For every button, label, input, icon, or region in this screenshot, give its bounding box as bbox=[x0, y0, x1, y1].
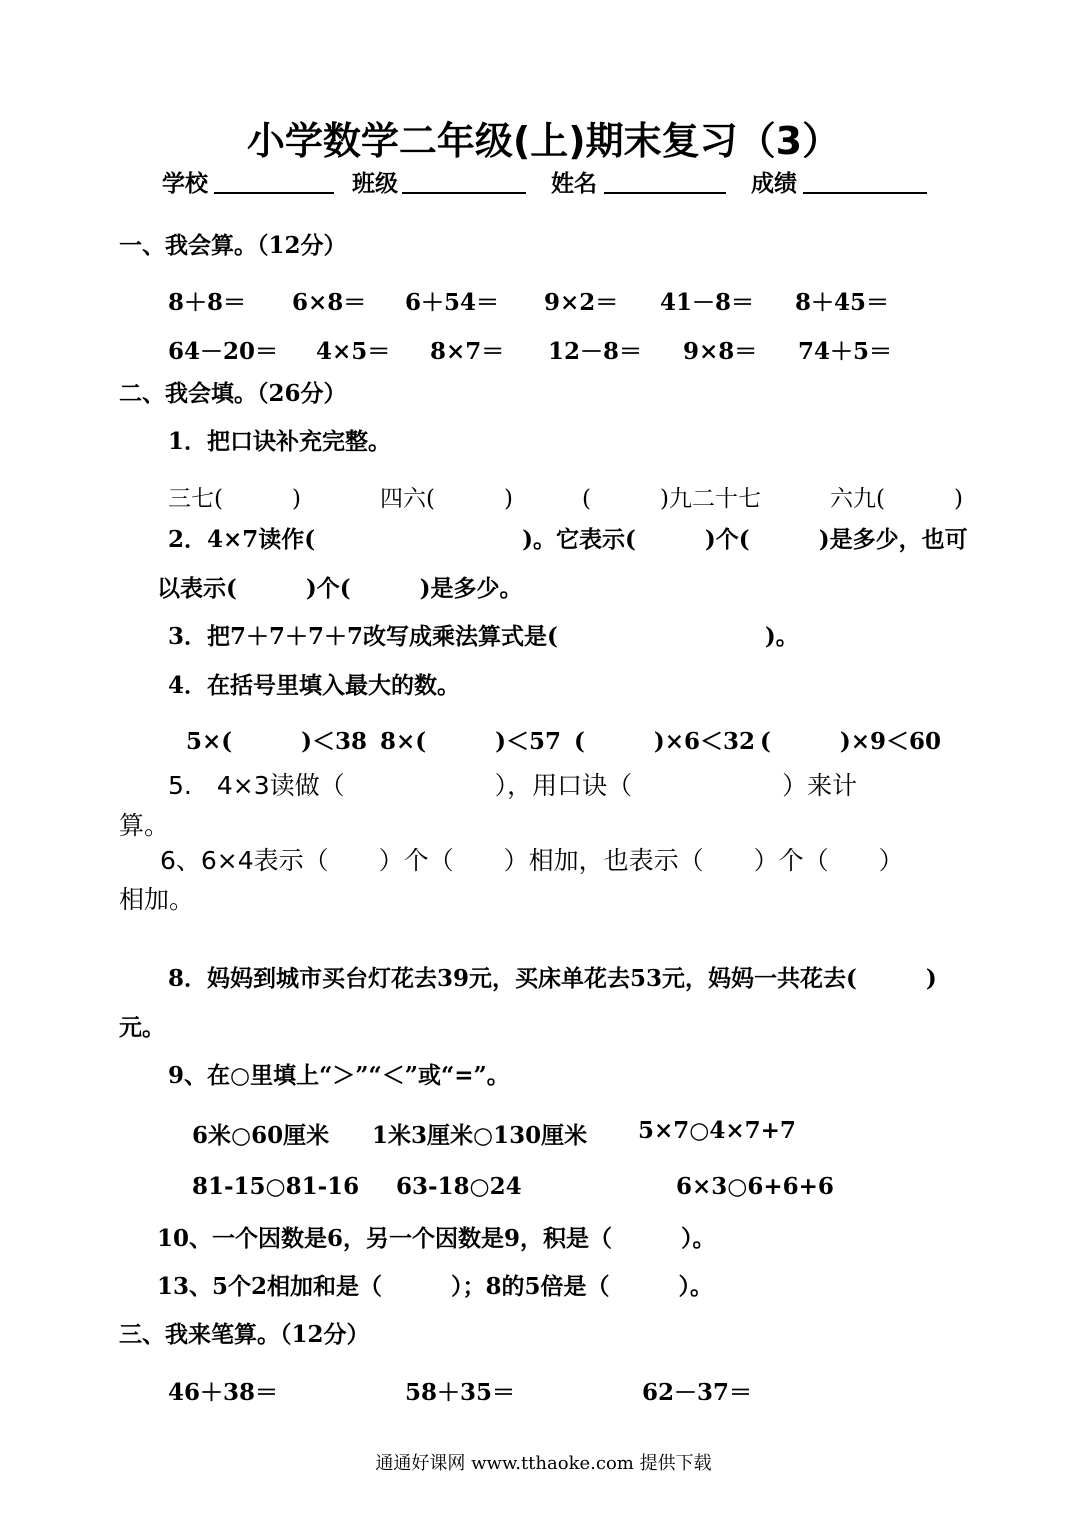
inequality-item: ( )×9＜60 bbox=[760, 728, 942, 755]
calc-item: 4×5＝ bbox=[316, 338, 391, 365]
school-label: 学校 bbox=[162, 170, 208, 197]
question-5-cont: 算。 bbox=[119, 811, 170, 840]
question-5: 5. 4×3读做（ ），用口诀（ ）来计 bbox=[168, 771, 858, 800]
compare-item: 1米3厘米○130厘米 bbox=[372, 1122, 588, 1149]
question-3: 3．把7＋7＋7＋7改写成乘法算式是( )。 bbox=[168, 623, 799, 650]
calc-item: 6＋54＝ bbox=[405, 289, 500, 316]
calc-item: 64－20＝ bbox=[168, 338, 279, 365]
school-blank[interactable] bbox=[214, 172, 334, 194]
rhyme-item: 三七( ) bbox=[168, 486, 301, 512]
question-6: 6、6×4表示（ ）个（ ）相加，也表示（ ）个（ ） bbox=[160, 846, 904, 875]
compare-item: 5×7○4×7+7 bbox=[638, 1117, 796, 1144]
question-9: 9、在○里填上“＞”“＜”或“=”。 bbox=[168, 1062, 510, 1089]
section1-heading: 一、我会算。（12分） bbox=[119, 232, 347, 259]
question-4: 4．在括号里填入最大的数。 bbox=[168, 672, 461, 699]
written-calc-item: 46＋38＝ bbox=[168, 1379, 279, 1406]
question-10: 10、一个因数是6，另一个因数是9，积是（ ）。 bbox=[157, 1225, 716, 1252]
question-1: 1．把口诀补充完整。 bbox=[168, 428, 392, 455]
compare-item: 81-15○81-16 bbox=[192, 1173, 360, 1200]
name-label: 姓名 bbox=[551, 170, 597, 197]
question-8-cont: 元。 bbox=[119, 1014, 165, 1041]
written-calc-item: 62－37＝ bbox=[642, 1379, 753, 1406]
section3-heading: 三、我来笔算。（12分） bbox=[119, 1321, 370, 1348]
calc-item: 9×2＝ bbox=[544, 289, 619, 316]
footer-credit: 通通好课网 www.tthaoke.com 提供下载 bbox=[375, 1453, 712, 1474]
inequality-item: 5×( )＜38 bbox=[186, 728, 368, 755]
written-calc-item: 58＋35＝ bbox=[405, 1379, 516, 1406]
calc-item: 8×7＝ bbox=[430, 338, 505, 365]
compare-item: 6米○60厘米 bbox=[192, 1122, 330, 1149]
question-2-cont: 以表示( )个( )是多少。 bbox=[157, 575, 523, 602]
inequality-item: ( )×6＜32 bbox=[574, 728, 756, 755]
calc-item: 9×8＝ bbox=[683, 338, 758, 365]
calc-item: 8＋45＝ bbox=[795, 289, 890, 316]
compare-item: 63-18○24 bbox=[396, 1173, 522, 1200]
score-blank[interactable] bbox=[803, 172, 927, 194]
compare-item: 6×3○6+6+6 bbox=[676, 1173, 834, 1200]
rhyme-item: 六九( ) bbox=[830, 486, 963, 512]
calc-item: 6×8＝ bbox=[292, 289, 367, 316]
question-6-cont: 相加。 bbox=[119, 885, 195, 914]
question-13: 13、5个2相加和是（ ）；8的5倍是（ ）。 bbox=[157, 1273, 714, 1300]
class-blank[interactable] bbox=[402, 172, 526, 194]
name-blank[interactable] bbox=[604, 172, 726, 194]
question-2: 2．4×7读作( )。它表示( )个( )是多少，也可 bbox=[168, 526, 968, 553]
calc-item: 12－8＝ bbox=[548, 338, 643, 365]
calc-item: 8＋8＝ bbox=[168, 289, 247, 316]
section2-heading: 二、我会填。（26分） bbox=[119, 380, 347, 407]
calc-item: 74＋5＝ bbox=[798, 338, 893, 365]
rhyme-item: 四六( ) bbox=[380, 486, 513, 512]
question-8: 8．妈妈到城市买台灯花去39元，买床单花去53元，妈妈一共花去( ) bbox=[168, 965, 937, 992]
inequality-item: 8×( )＜57 bbox=[380, 728, 562, 755]
class-label: 班级 bbox=[352, 170, 398, 197]
score-label: 成绩 bbox=[751, 170, 797, 197]
rhyme-item: ( )九二十七 bbox=[582, 486, 761, 512]
page-title: 小学数学二年级(上)期末复习（3） bbox=[246, 119, 841, 163]
calc-item: 41－8＝ bbox=[660, 289, 755, 316]
